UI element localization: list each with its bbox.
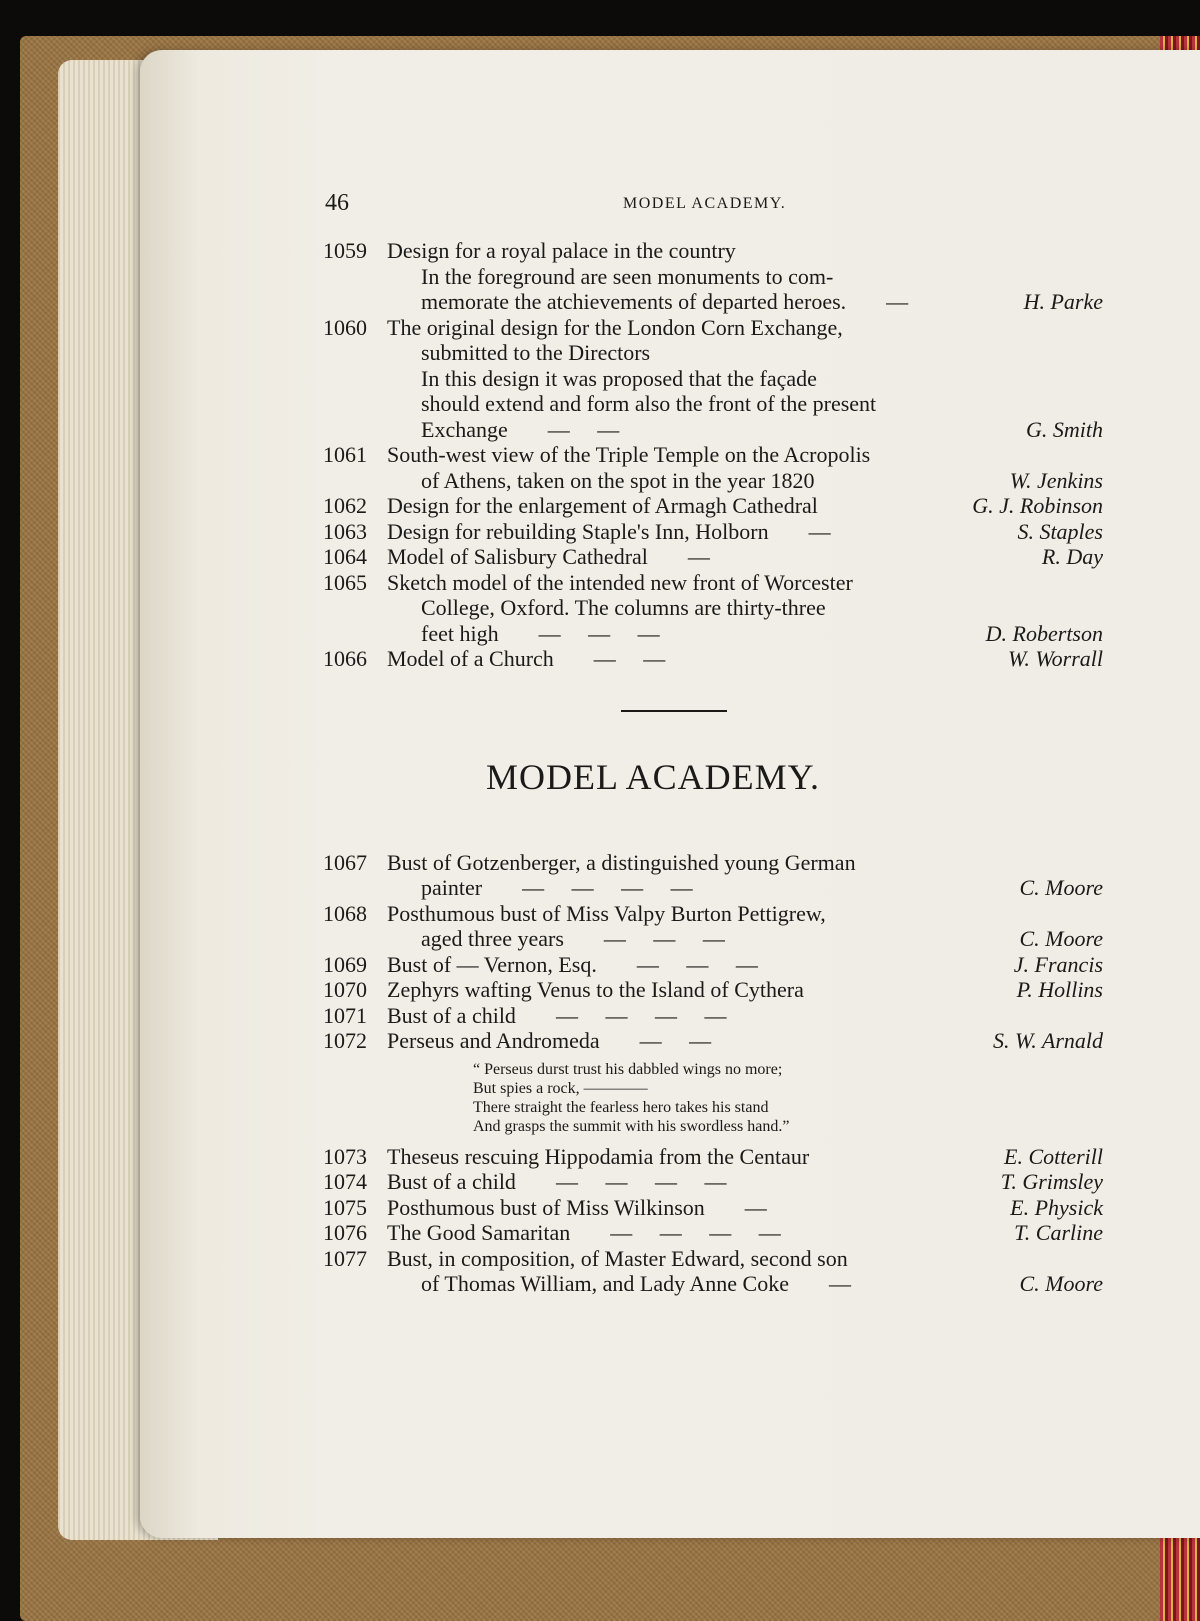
entry-number: 1077 bbox=[323, 1245, 367, 1271]
artist-name: G. J. Robinson bbox=[972, 493, 1103, 518]
entry-number: 1065 bbox=[323, 569, 367, 595]
entry-line bbox=[323, 366, 1103, 392]
catalogue-list-model-cont bbox=[323, 1144, 1103, 1297]
leader-dashes: — bbox=[808, 518, 831, 544]
leader-dashes: — bbox=[828, 1271, 851, 1296]
catalogue-entry bbox=[323, 1144, 1103, 1170]
entry-title: The original design for the London Corn Exchange, bbox=[387, 314, 843, 340]
entry-line bbox=[323, 1195, 1103, 1221]
entry-line bbox=[323, 391, 1103, 417]
page-header bbox=[323, 190, 1103, 238]
artist-name: T. Grimsley bbox=[1000, 1169, 1103, 1194]
catalogue-list-model bbox=[323, 850, 1103, 1054]
entry-number: 1073 bbox=[323, 1143, 367, 1169]
artist-name: R. Day bbox=[1041, 544, 1103, 569]
entry-number: 1059 bbox=[323, 238, 367, 263]
catalogue-list-architecture bbox=[323, 238, 1103, 672]
leader-dashes: — — — bbox=[538, 620, 660, 646]
entry-number: 1070 bbox=[323, 977, 367, 1002]
catalogue-entry bbox=[323, 1028, 1103, 1054]
entry-line bbox=[323, 442, 1103, 468]
entry-number: 1067 bbox=[323, 849, 367, 875]
entry-line bbox=[323, 570, 1103, 596]
catalogue-entry bbox=[323, 952, 1103, 978]
entry-line bbox=[323, 646, 1103, 672]
entry-number: 1060 bbox=[323, 314, 367, 340]
entry-title: Theseus rescuing Hippodamia from the Centaur bbox=[387, 1143, 810, 1169]
entry-number: 1061 bbox=[323, 442, 367, 467]
entry-title: Model of a Church bbox=[387, 646, 554, 671]
section-rule bbox=[621, 710, 727, 712]
entry-title: Posthumous bust of Miss Valpy Burton Pettigrew, bbox=[387, 900, 826, 926]
quote-line: But spies a rock, ———— bbox=[473, 1079, 648, 1097]
catalogue-entry bbox=[323, 238, 1103, 315]
entry-number: 1068 bbox=[323, 900, 367, 926]
page-number: 46 bbox=[325, 190, 349, 216]
entry-title: South-west view of the Triple Temple on the Acropolis bbox=[387, 442, 871, 467]
entry-line bbox=[323, 875, 1103, 901]
entry-title: Design for a royal palace in the country bbox=[387, 238, 736, 263]
entry-title: In the foreground are seen monuments to com- bbox=[421, 263, 834, 289]
entry-line bbox=[323, 1169, 1103, 1195]
entry-title: Design for rebuilding Staple's Inn, Holborn bbox=[387, 518, 769, 544]
artist-name: T. Carline bbox=[1014, 1220, 1103, 1245]
catalogue-entry bbox=[323, 1220, 1103, 1246]
entry-line bbox=[323, 977, 1103, 1003]
artist-name: C. Moore bbox=[1019, 875, 1103, 900]
artist-name: W. Worrall bbox=[1008, 646, 1103, 671]
catalogue-entry bbox=[323, 1169, 1103, 1195]
leader-dashes: — — bbox=[593, 646, 666, 671]
entry-line bbox=[323, 901, 1103, 927]
entry-title: Bust of Gotzenberger, a distinguished young German bbox=[387, 849, 856, 875]
running-head: MODEL ACADEMY. bbox=[623, 195, 787, 212]
entry-number: 1076 bbox=[323, 1220, 367, 1245]
section-title: MODEL ACADEMY. bbox=[485, 756, 821, 797]
entry-title: of Thomas William, and Lady Anne Coke bbox=[421, 1271, 789, 1296]
artist-name: G. Smith bbox=[1026, 416, 1103, 442]
entry-number: 1074 bbox=[323, 1169, 367, 1194]
leader-dashes: — bbox=[687, 544, 710, 569]
leader-dashes: — bbox=[744, 1194, 767, 1220]
entry-line bbox=[323, 952, 1103, 978]
entry-title: Bust, in composition, of Master Edward, second son bbox=[387, 1245, 848, 1271]
artist-name: E. Cotterill bbox=[1004, 1143, 1103, 1169]
entry-title: Model of Salisbury Cathedral bbox=[387, 544, 648, 569]
artist-name: E. Physick bbox=[1010, 1194, 1103, 1220]
entry-title: Sketch model of the intended new front of Worcester bbox=[387, 569, 853, 595]
entry-line bbox=[323, 417, 1103, 443]
artist-name: P. Hollins bbox=[1016, 977, 1103, 1002]
catalogue-entry bbox=[323, 901, 1103, 952]
leader-dashes: — — — bbox=[603, 926, 725, 951]
entry-line bbox=[323, 1220, 1103, 1246]
artist-name: S. Staples bbox=[1017, 518, 1103, 544]
page-text bbox=[323, 190, 1103, 1297]
entry-number: 1075 bbox=[323, 1194, 367, 1220]
artist-name: C. Moore bbox=[1019, 926, 1103, 951]
entry-line bbox=[323, 340, 1103, 366]
entry-title: Bust of — Vernon, Esq. bbox=[387, 951, 597, 977]
entry-title: memorate the atchievements of departed heroes. bbox=[421, 289, 847, 314]
catalogue-entry bbox=[323, 1246, 1103, 1297]
entry-line bbox=[323, 1144, 1103, 1170]
entry-line bbox=[323, 621, 1103, 647]
leader-dashes: — bbox=[886, 289, 909, 314]
entry-number: 1071 bbox=[323, 1002, 367, 1028]
catalogue-entry bbox=[323, 570, 1103, 647]
artist-name: J. Francis bbox=[1013, 951, 1103, 977]
entry-number: 1062 bbox=[323, 493, 367, 518]
spine-band-lower bbox=[1160, 1530, 1200, 1621]
entry-line bbox=[323, 1246, 1103, 1272]
entry-number: 1072 bbox=[323, 1028, 367, 1053]
entry-title: Bust of a child bbox=[387, 1002, 516, 1028]
entry-line bbox=[323, 519, 1103, 545]
catalogue-entry bbox=[323, 442, 1103, 493]
entry-title: In this design it was proposed that the façade bbox=[421, 365, 817, 391]
entry-title: painter bbox=[421, 875, 483, 900]
entry-title: Zephyrs wafting Venus to the Island of Cythera bbox=[387, 977, 804, 1002]
artist-name: D. Robertson bbox=[985, 620, 1103, 646]
entry-title: feet high bbox=[421, 620, 499, 646]
entry-title: submitted to the Directors bbox=[421, 340, 651, 365]
entry-title: Perseus and Andromeda bbox=[387, 1028, 600, 1053]
entry-title: of Athens, taken on the spot in the year 1820 bbox=[421, 467, 815, 493]
artist-name: W. Jenkins bbox=[1009, 467, 1103, 493]
entry-line bbox=[323, 264, 1103, 290]
artist-name: H. Parke bbox=[1023, 289, 1103, 314]
entry-title: Exchange bbox=[421, 416, 508, 442]
entry-line bbox=[323, 595, 1103, 621]
entry-number: 1066 bbox=[323, 646, 367, 671]
leader-dashes: — — — — bbox=[555, 1169, 727, 1194]
entry-title: should extend and form also the front of the present bbox=[421, 391, 877, 416]
leader-dashes: — — — — bbox=[610, 1220, 781, 1245]
verse-quote bbox=[323, 1060, 1103, 1136]
entry-title: aged three years bbox=[421, 926, 564, 951]
entry-title: The Good Samaritan bbox=[387, 1220, 571, 1245]
leader-dashes: — — bbox=[547, 416, 620, 442]
entry-title: Bust of a child bbox=[387, 1169, 516, 1194]
leader-dashes: — — — — bbox=[555, 1002, 727, 1028]
entry-line bbox=[323, 926, 1103, 952]
entry-line bbox=[323, 315, 1103, 341]
quote-line: And grasps the summit with his swordless hand.” bbox=[473, 1117, 790, 1135]
entry-number: 1069 bbox=[323, 951, 367, 977]
entry-title: Design for the enlargement of Armagh Cathedral bbox=[387, 493, 818, 518]
leader-dashes: — — bbox=[639, 1028, 712, 1053]
entry-line bbox=[323, 468, 1103, 494]
entry-line bbox=[323, 1003, 1103, 1029]
catalogue-entry bbox=[323, 1003, 1103, 1029]
leader-dashes: — — — — bbox=[522, 875, 693, 900]
entry-line bbox=[323, 850, 1103, 876]
catalogue-entry bbox=[323, 1195, 1103, 1221]
catalogue-entry bbox=[323, 519, 1103, 545]
catalogue-entry bbox=[323, 977, 1103, 1003]
catalogue-entry bbox=[323, 315, 1103, 443]
entry-line bbox=[323, 493, 1103, 519]
catalogue-entry bbox=[323, 646, 1103, 672]
artist-name: S. W. Arnald bbox=[992, 1028, 1103, 1053]
catalogue-entry bbox=[323, 850, 1103, 901]
entry-number: 1064 bbox=[323, 544, 367, 569]
entry-number: 1063 bbox=[323, 518, 367, 544]
entry-line bbox=[323, 238, 1103, 264]
entry-title: Posthumous bust of Miss Wilkinson bbox=[387, 1194, 705, 1220]
catalogue-entry bbox=[323, 493, 1103, 519]
entry-line bbox=[323, 1028, 1103, 1054]
entry-line bbox=[323, 1271, 1103, 1297]
entry-line bbox=[323, 289, 1103, 315]
quote-line: There straight the fearless hero takes his stand bbox=[473, 1098, 769, 1116]
leader-dashes: — — — bbox=[636, 951, 758, 977]
quote-line: “ Perseus durst trust his dabbled wings no more; bbox=[473, 1060, 783, 1078]
entry-title: College, Oxford. The columns are thirty-three bbox=[421, 595, 826, 620]
catalogue-entry bbox=[323, 544, 1103, 570]
artist-name: C. Moore bbox=[1019, 1271, 1103, 1296]
entry-line bbox=[323, 544, 1103, 570]
